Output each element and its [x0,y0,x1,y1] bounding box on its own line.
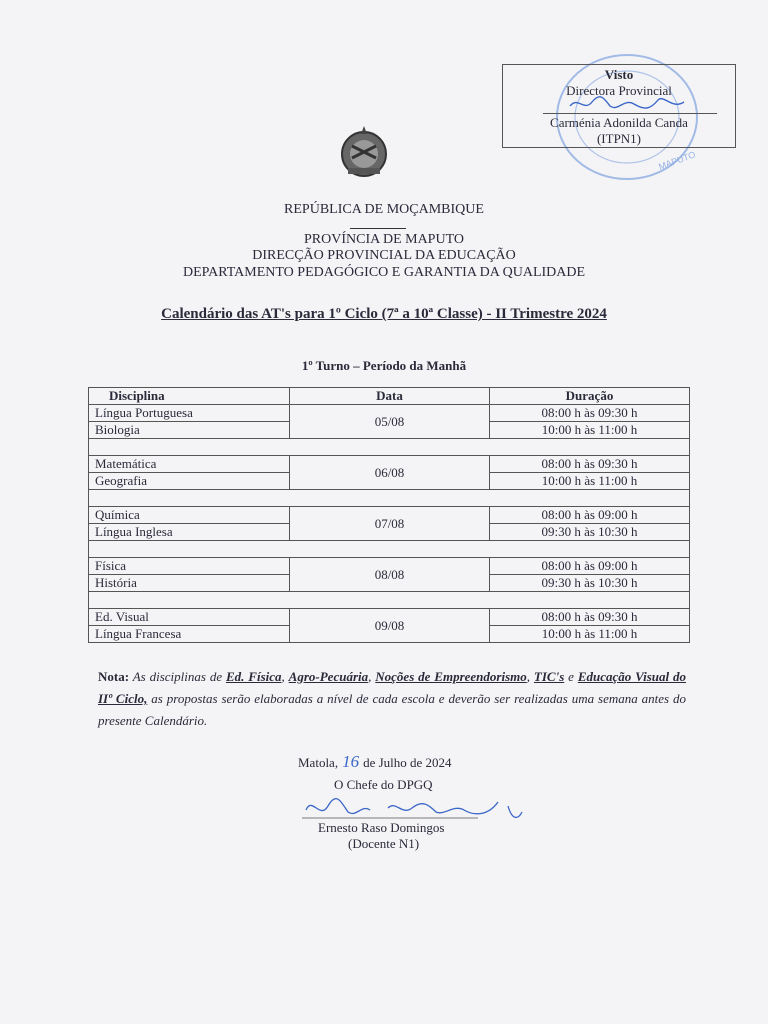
handwritten-day: 16 [342,752,360,771]
national-emblem-icon [334,122,394,182]
note-subject-1: Ed. Física [225,669,282,684]
subject-cell: Língua Francesa [89,626,290,643]
note-paragraph [98,666,686,732]
duration-cell: 10:00 h às 11:00 h [490,626,690,643]
duration-cell: 08:00 h às 09:30 h [490,456,690,473]
table-row [89,507,690,524]
calendar-title: Calendário das AT's para 1º Ciclo (7ª a 10ª Classe) - II Trimestre 2024 [161,306,607,322]
header-divider [350,228,406,229]
note-subject-5: Educação Visual do IIº Ciclo, [98,669,686,706]
director-signature [568,92,688,114]
duration-cell: 08:00 h às 09:00 h [490,558,690,575]
header-duration: Duração [490,388,690,405]
note-label: Nota: [98,669,130,684]
header-republic: REPÚBLICA DE MOÇAMBIQUE [284,202,484,217]
subject-cell: História [89,575,290,592]
date-cell: 08/08 [290,558,490,592]
visto-title: Visto [604,67,634,82]
duration-cell: 08:00 h às 09:30 h [490,405,690,422]
shift-subtitle: 1º Turno – Período da Manhã [301,358,467,373]
subject-cell: Ed. Visual [89,609,290,626]
header-directorate: DIRECÇÃO PROVINCIAL DA EDUCAÇÃO [252,248,516,263]
note-text-2: e [564,669,578,684]
table-row [89,558,690,575]
duration-cell: 09:30 h às 10:30 h [490,575,690,592]
subject-cell: Língua Inglesa [89,524,290,541]
header-province: PROVÍNCIA DE MAPUTO [304,232,464,247]
duration-cell: 08:00 h às 09:30 h [490,609,690,626]
table-header-row [89,388,690,405]
subject-cell: Língua Portuguesa [89,405,290,422]
date-cell: 07/08 [290,507,490,541]
header-date: Data [290,388,490,405]
spacer-row [89,439,690,456]
subject-cell: Biologia [89,422,290,439]
schedule-table [88,387,690,643]
table-row [89,609,690,626]
subject-cell: Química [89,507,290,524]
svg-text:MAPUTO: MAPUTO [657,149,697,172]
note-comma-1: , [281,669,289,684]
header-discipline: Disciplina [89,388,290,405]
subject-cell: Matemática [89,456,290,473]
duration-cell: 10:00 h às 11:00 h [490,473,690,490]
note-text-3: as propostas serão elaboradas a nível de cada escola e deverão ser realizadas uma semana antes do presente Calendário. [98,691,687,728]
note-subject-4: TIC's [533,669,565,684]
subject-cell: Física [89,558,290,575]
spacer-row [89,541,690,558]
spacer-row [89,490,690,507]
signer-category: (Docente N1) [348,836,420,851]
date-cell: 06/08 [290,456,490,490]
subject-cell: Geografia [89,473,290,490]
note-comma-3: , [526,669,534,684]
duration-cell: 08:00 h às 09:00 h [490,507,690,524]
table-row [89,405,690,422]
signer-role: O Chefe do DPGQ [334,777,433,792]
spacer-row [89,592,690,609]
table-row [89,456,690,473]
duration-cell: 10:00 h às 11:00 h [490,422,690,439]
date-cell: 09/08 [290,609,490,643]
visto-role: Directora Provincial [566,83,672,98]
visto-category: (ITPN1) [596,131,642,146]
date-rest: de Julho de 2024 [363,755,452,770]
note-comma-2: , [368,669,376,684]
place-date [298,752,452,772]
visto-name: Carménia Adonilda Canda [550,115,688,130]
note-text-1: As disciplinas de [129,669,226,684]
header-department: DEPARTAMENTO PEDAGÓGICO E GARANTIA DA QUALIDADE [182,265,586,280]
duration-cell: 09:30 h às 10:30 h [490,524,690,541]
date-cell: 05/08 [290,405,490,439]
place-name: Matola, [298,755,339,770]
signer-name: Ernesto Raso Domingos [318,820,445,835]
note-subject-3: Noções de Empreendorismo [375,669,527,684]
note-subject-2: Agro-Pecuária [288,669,369,684]
